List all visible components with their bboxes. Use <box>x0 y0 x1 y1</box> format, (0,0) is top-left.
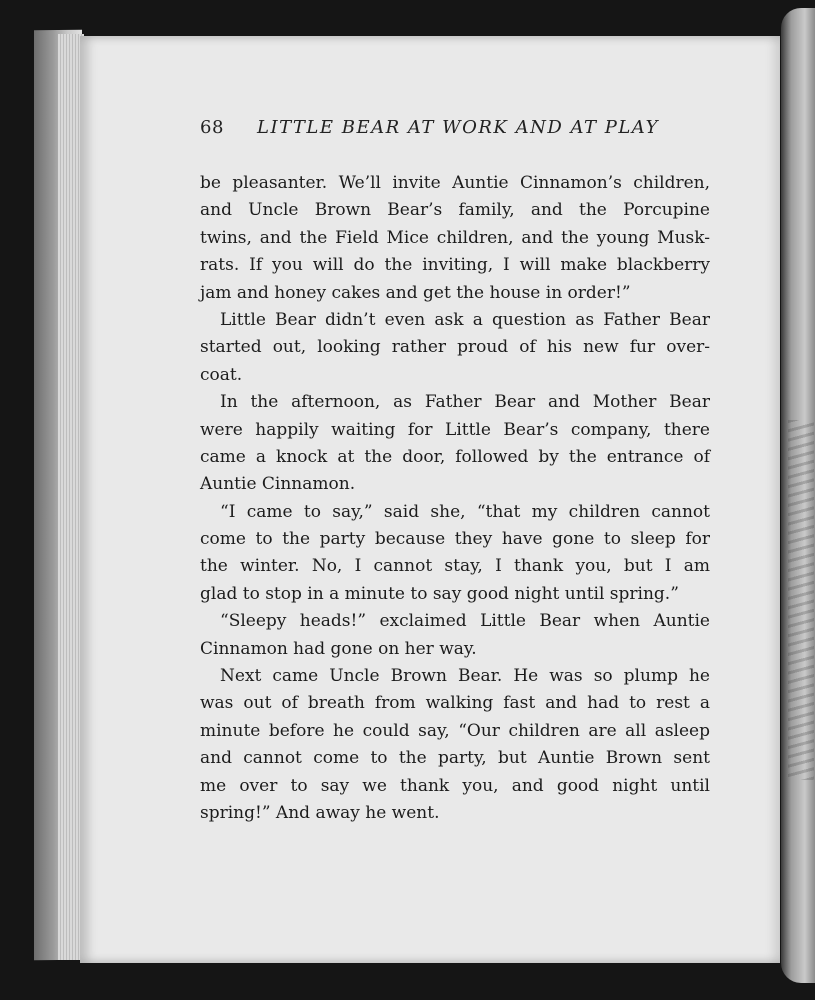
text-line: come to the party because they have gone to sleep for <box>200 529 710 550</box>
text-line: In the afternoon, as Father Bear and Mother Bear <box>220 392 710 413</box>
text-line: Cinnamon had gone on her way. <box>200 638 477 659</box>
paragraph <box>200 499 710 609</box>
running-title: LITTLE BEAR AT WORK AND AT PLAY <box>257 117 659 138</box>
text-line: minute before he could say, “Our children are all asleep <box>200 720 710 741</box>
text-line: Auntie Cinnamon. <box>200 474 356 495</box>
text-line: rats. If you will do the inviting, I will make blackberry <box>200 255 710 276</box>
text-line: Little Bear didn’t even ask a question as Father Bear <box>220 309 710 330</box>
paragraph <box>200 663 710 827</box>
paragraph <box>200 389 710 499</box>
text-line: was out of breath from walking fast and had to rest a <box>200 693 710 714</box>
page-number: 68 <box>200 117 224 138</box>
text-line: the winter. No, I cannot stay, I thank you, but I am <box>200 556 710 577</box>
text-line: me over to say we thank you, and good night until <box>200 775 710 796</box>
text-line: jam and honey cakes and get the house in order!” <box>200 282 631 303</box>
paragraph <box>200 608 710 663</box>
text-line: were happily waiting for Little Bear’s company, there <box>200 419 710 440</box>
paragraph <box>200 307 710 389</box>
text-line: be pleasanter. We’ll invite Auntie Cinnamon’s children, <box>200 173 710 193</box>
text-line: coat. <box>200 364 243 385</box>
body-text <box>200 170 710 827</box>
text-line: twins, and the Field Mice children, and the young Musk- <box>200 227 710 248</box>
paragraph <box>200 170 710 307</box>
text-line: came a knock at the door, followed by the entrance of <box>200 446 710 467</box>
facing-page-illustration <box>788 420 814 780</box>
text-line: and cannot come to the party, but Auntie Brown sent <box>200 748 710 769</box>
text-line: “I came to say,” said she, “that my children cannot <box>220 501 710 522</box>
text-line: started out, looking rather proud of his new fur over- <box>200 337 710 358</box>
text-line: Next came Uncle Brown Bear. He was so plump he <box>220 666 710 687</box>
text-line: and Uncle Brown Bear’s family, and the Porcupine <box>200 200 710 221</box>
text-line: glad to stop in a minute to say good night until spring.” <box>200 583 679 604</box>
text-line: spring!” And away he went. <box>200 802 440 823</box>
page-header <box>200 117 660 145</box>
text-line: “Sleepy heads!” exclaimed Little Bear when Auntie <box>220 611 710 632</box>
